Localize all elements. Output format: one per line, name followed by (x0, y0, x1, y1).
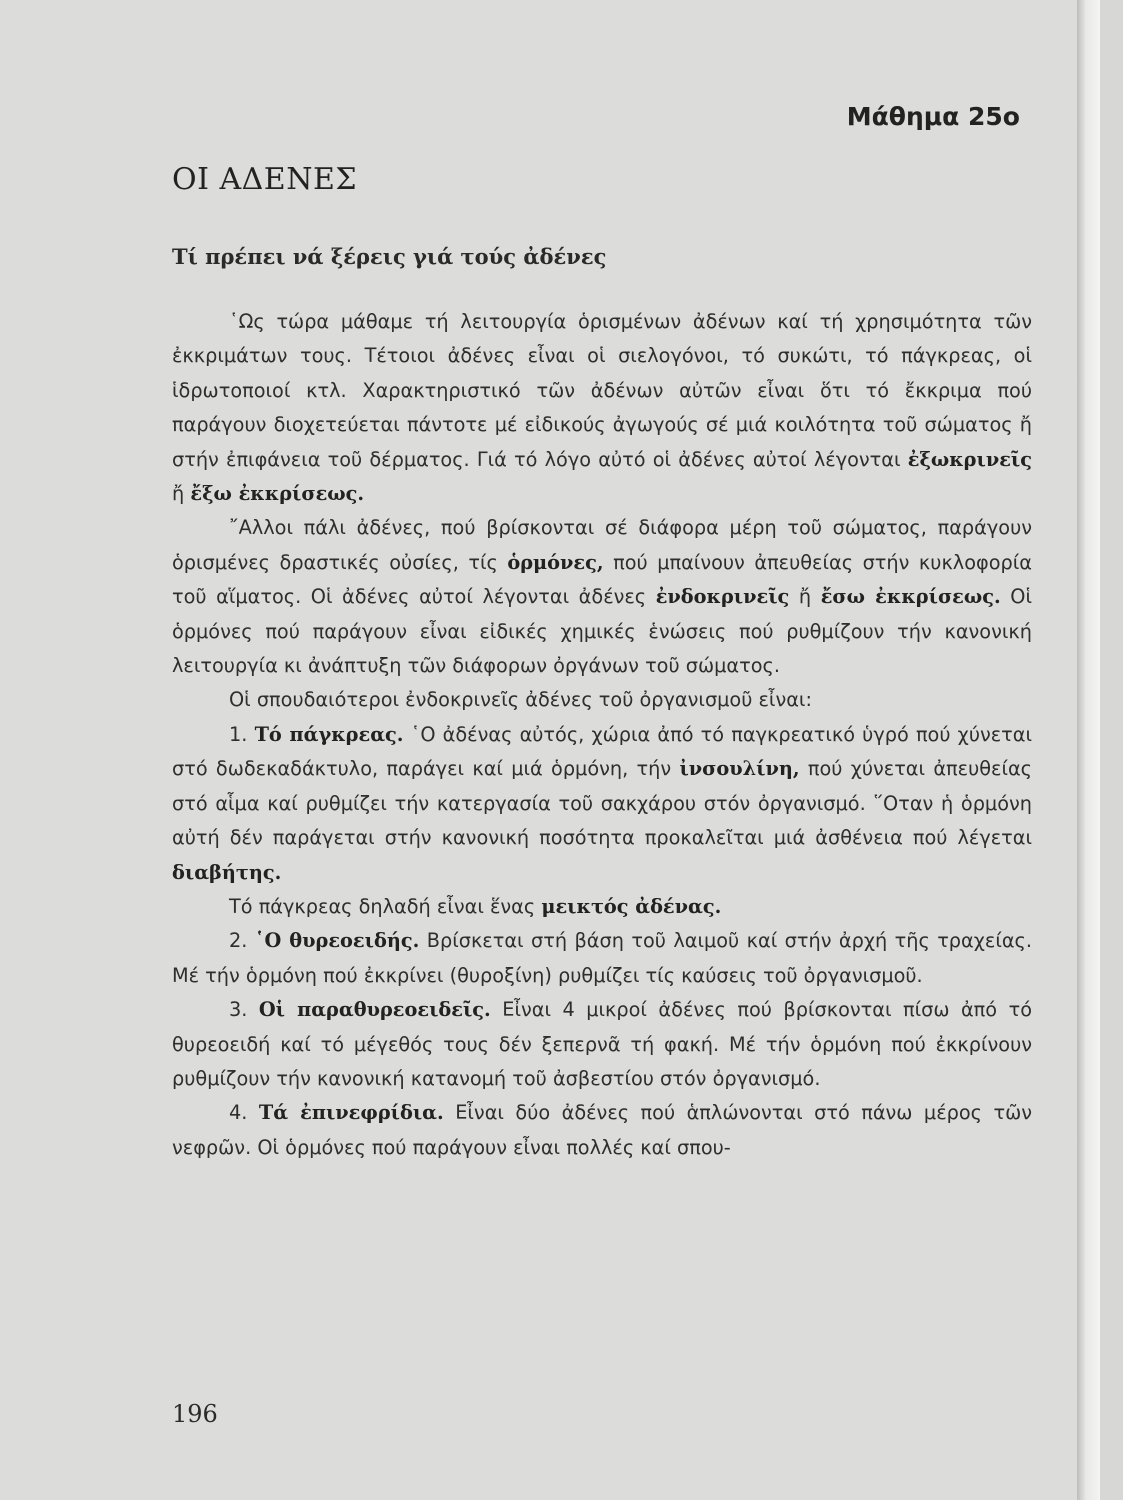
section-subtitle: Τί πρέπει νά ξέρεις γιά τούς ἀδένες (172, 244, 607, 269)
term-internal-secretion: ἔσω ἐκκρίσεως. (820, 585, 1001, 609)
term-external-secretion: ἔξω ἐκκρίσεως. (190, 482, 365, 506)
page-number: 196 (172, 1400, 218, 1428)
list-item-pancreas: 1. Τό πάγκρεας. ῾Ο ἀδένας αὐτός, χώρια ἀπό τό παγκρεατικό ὑγρό πού χύνεται στό δωδεκαδάκτυλο, παράγει καί μιά ὁρμόνη, τήν ἰνσουλίνη, πού χύνεται ἀπευθείας στό αἷμα καί ρυθμίζει τήν κατεργασία τοῦ σακχάρου στόν ὀργανισμό. ῞Οταν ἡ ὁρμόνη αὐτή δέν παράγεται στήν κανονική ποσότητα προκαλεῖται μιά ἀσθένεια πού λέγεται διαβήτης. (172, 722, 1033, 884)
paragraph-endocrine: ῎Αλλοι πάλι ἀδένες, πού βρίσκονται σέ διάφορα μέρη τοῦ σώματος, παράγουν ὁρισμένες δραστικές οὐσίες, τίς ὁρμόνες, πού μπαίνουν ἀπευθείας στήν κυκλοφορία τοῦ αἵματος. Οἱ ἀδένες αὐτοί λέγονται ἀδένες ἐνδοκρινεῖς ἤ ἔσω ἐκκρίσεως. Οἱ ὁρμόνες πού παράγουν εἶναι εἰδικές χημικές ἑνώσεις πού ρυθμίζουν τήν κανονική λειτουργία κι ἀνάπτυξη τῶν διάφορων ὀργάνων τοῦ σώματος. (172, 516, 1033, 678)
term-exocrine: ἐξωκρινεῖς (907, 447, 1032, 471)
term-adrenal: Τά ἐπινεφρίδια. (258, 1101, 444, 1125)
term-thyroid: ῾Ο θυρεοειδής. (254, 929, 420, 953)
lesson-number: Μάθημα 25ο (846, 102, 1020, 131)
term-insulin: ἰνσουλίνη, (679, 757, 800, 781)
paragraph-mixed-gland: Τό πάγκρεας δηλαδή εἶναι ἕνας μεικτός ἀδένας. (229, 894, 722, 918)
paragraph-intro: ῾Ως τώρα μάθαμε τή λειτουργία ὁρισμένων ἀδένων καί τή χρησιμότητα τῶν ἐκκριμάτων τους. Τέτοιοι ἀδένες εἶναι οἱ σιελογόνοι, τό συκώτι, τό πάγκρεας, οἱ ἱδρωτοποιοί κτλ. Χαρακτηριστικό τῶν ἀδένων αὐτῶν εἶναι ὅτι τό ἔκκριμα πού παράγουν διοχετεύεται πάντοτε μέ εἰδικούς ἀγωγούς σέ μιά κοιλότητα τοῦ σώματος ἤ στήν ἐπιφάνεια τοῦ δέρματος. Γιά τό λόγο αὐτό οἱ ἀδένες αὐτοί λέγονται ἐξωκρινεῖς ἤ ἔξω ἐκκρίσεως. (172, 310, 1032, 506)
term-pancreas: Τό πάγκρεας. (254, 722, 404, 746)
list-item-thyroid: 2. ῾Ο θυρεοειδής. Βρίσκεται στή βάση τοῦ λαιμοῦ καί στήν ἀρχή τῆς τραχείας. Μέ τήν ὁρμόνη πού ἐκκρίνει (θυροξίνη) ρυθμίζει τίς καύσεις τοῦ ὀργανισμοῦ. (172, 929, 1032, 987)
term-parathyroid: Οἱ παραθυρεοειδεῖς. (258, 998, 491, 1022)
chapter-title: ΟΙ ΑΔΕΝΕΣ (172, 162, 358, 197)
list-item-parathyroid: 3. Οἱ παραθυρεοειδεῖς. Εἶναι 4 μικροί ἀδένες πού βρίσκονται πίσω ἀπό τό θυρεοειδή καί τό μέγεθός τους δέν ξεπερνᾶ τή φακή. Μέ τήν ὁρμόνη πού ἐκκρίνουν ρυθμίζουν τήν κανονική κατανομή τοῦ ἀσβεστίου στόν ὀργανισμό. (172, 998, 1032, 1090)
term-diabetes: διαβήτης. (172, 860, 282, 884)
term-mixed-gland: μεικτός ἀδένας. (541, 894, 722, 918)
term-hormones: ὁρμόνες, (507, 550, 604, 574)
body-text (172, 305, 1032, 1165)
list-item-adrenal: 4. Τά ἐπινεφρίδια. Εἶναι δύο ἀδένες πού ἁπλώνονται στό πάνω μέρος τῶν νεφρῶν. Οἱ ὁρμόνες πού παράγουν εἶναι πολλές καί σπου- (172, 1101, 1032, 1159)
paragraph-list-intro: Οἱ σπουδαιότεροι ἐνδοκρινεῖς ἀδένες τοῦ ὀργανισμοῦ εἶναι: (229, 688, 812, 712)
page-binding-edge (1077, 0, 1100, 1500)
term-endocrine: ἐνδοκρινεῖς (655, 585, 790, 609)
